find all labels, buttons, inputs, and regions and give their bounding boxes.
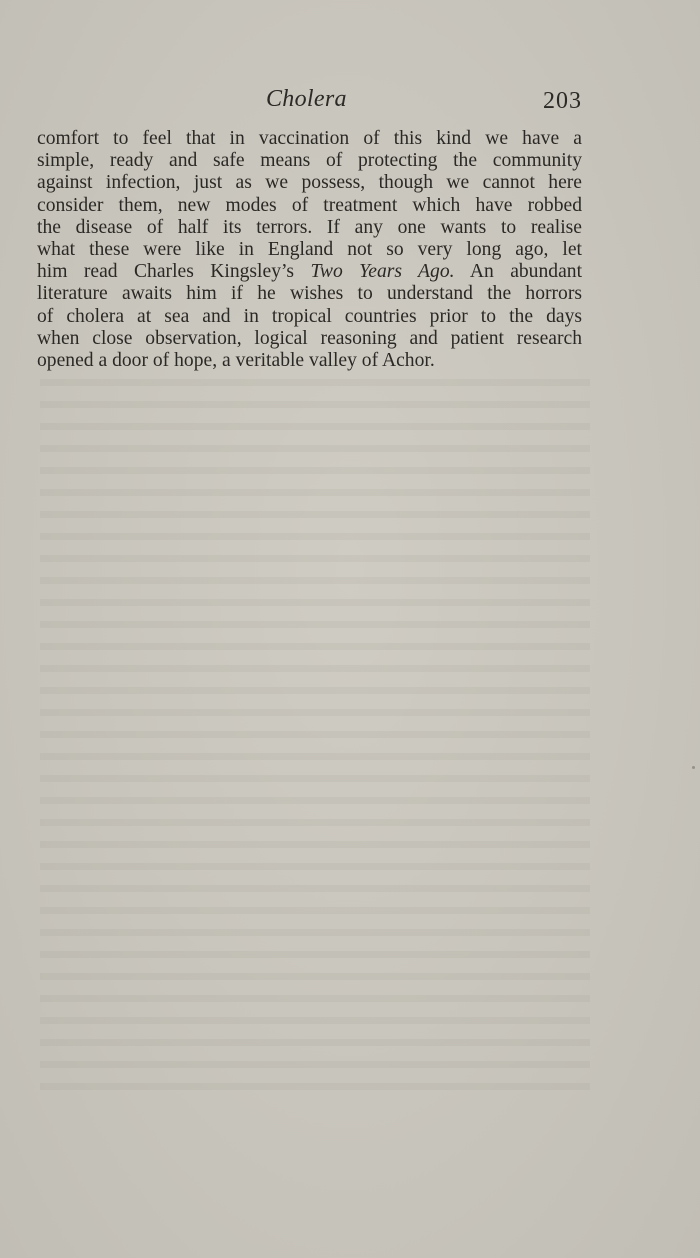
chapter-title: Cholera	[266, 86, 347, 112]
page-number: 203	[543, 88, 582, 114]
reverse-page-show-through	[40, 370, 590, 1090]
text-line: against infection, just as we possess, though we cannot here	[37, 172, 582, 194]
text-line: when close observation, logical reasoning and patient research	[37, 327, 582, 349]
paper-speck	[692, 766, 695, 769]
text-line-with-book-title	[37, 261, 582, 283]
text-line: literature awaits him if he wishes to understand the horrors	[37, 283, 582, 305]
text-segment: An abundant	[454, 261, 583, 283]
text-line: the disease of half its terrors. If any one wants to realise	[37, 216, 582, 238]
text-line: consider them, new modes of treatment which have robbed	[37, 194, 582, 216]
book-title: Two Years Ago.	[310, 261, 455, 283]
text-line: simple, ready and safe means of protecting the community	[37, 150, 582, 172]
text-line: comfort to feel that in vaccination of this kind we have a	[37, 128, 582, 149]
running-head	[0, 82, 700, 122]
body-paragraph	[37, 128, 582, 372]
text-line: opened a door of hope, a veritable valley of Achor.	[37, 349, 435, 371]
text-line: of cholera at sea and in tropical countries prior to the days	[37, 305, 582, 327]
text-line: what these were like in England not so very long ago, let	[37, 238, 582, 260]
text-segment: him read Charles Kingsley’s	[37, 261, 311, 283]
